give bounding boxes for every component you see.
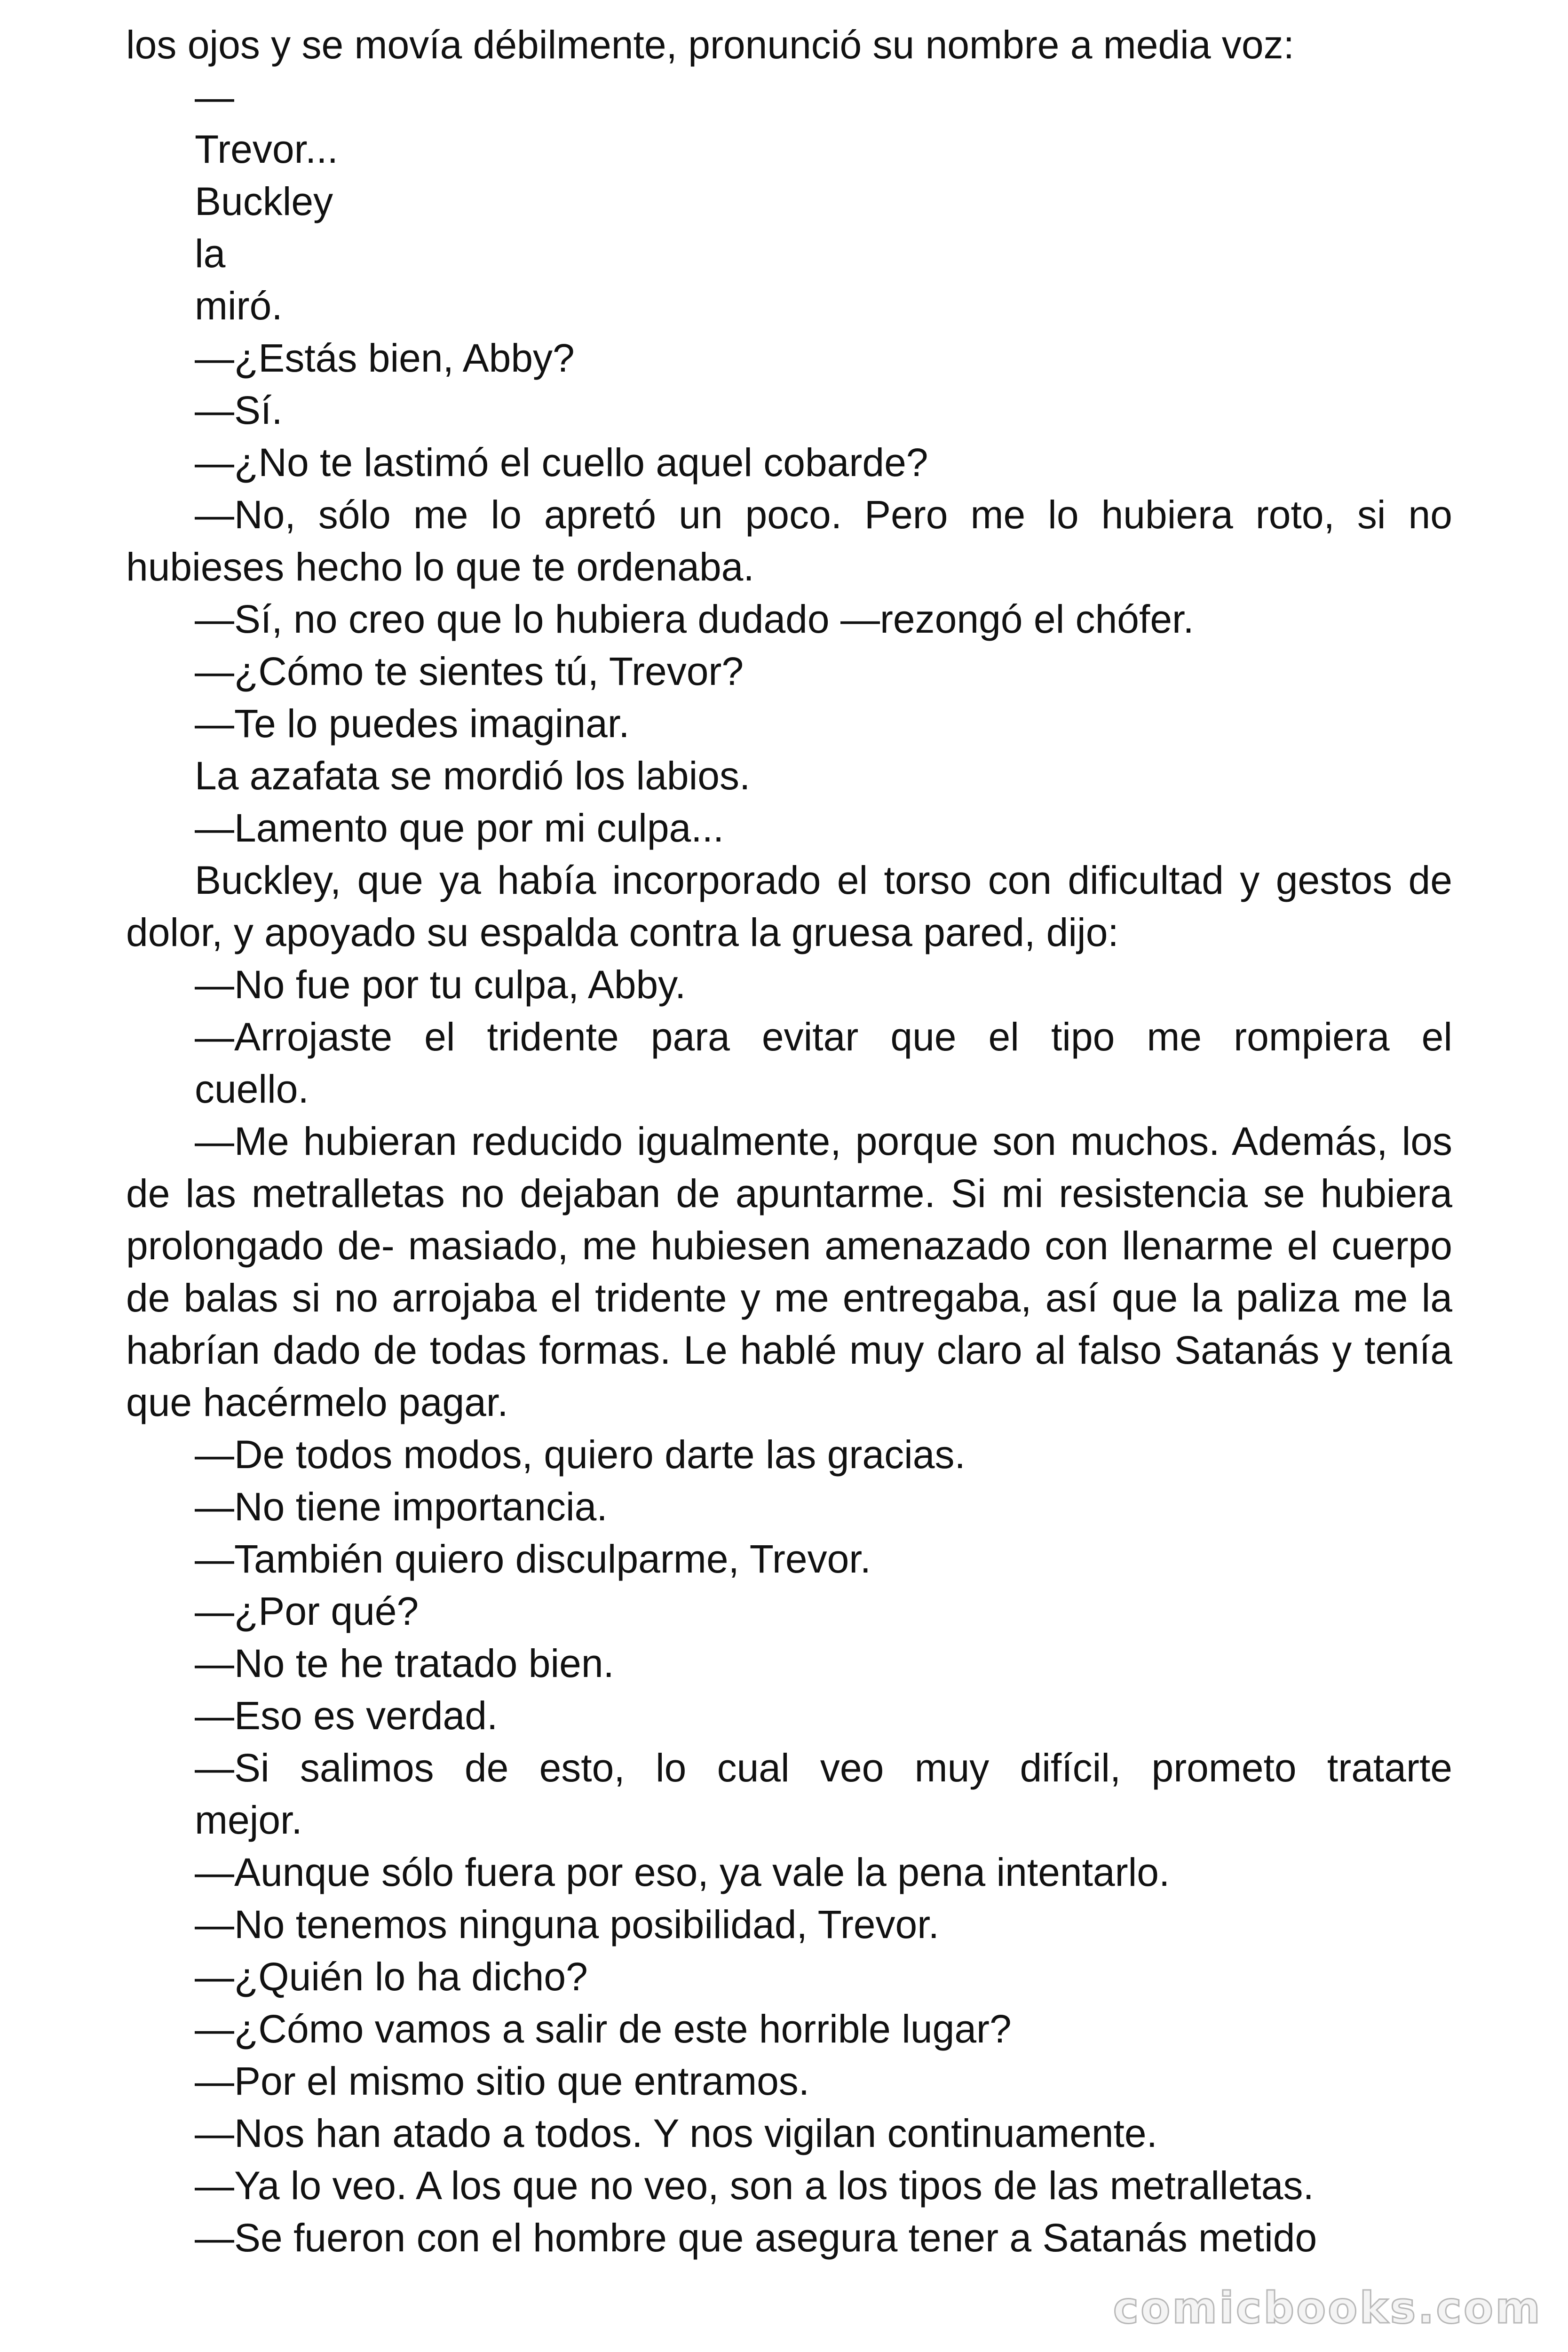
paragraph: la: [195, 231, 226, 276]
paragraph: —No, sólo me lo apretó un poco. Pero me lo hubiera roto, si no hubieses hecho lo que te ordenaba.: [126, 493, 1452, 589]
paragraph: —De todos modos, quiero darte las gracias.: [195, 1432, 966, 1477]
paragraph: —¿Cómo te sientes tú, Trevor?: [195, 649, 744, 693]
paragraph: —¿Quién lo ha dicho?: [195, 1955, 588, 1999]
paragraph: La azafata se mordió los labios.: [195, 754, 751, 798]
paragraph: mejor.: [195, 1798, 302, 1842]
paragraph: —Lamento que por mi culpa...: [195, 806, 724, 850]
paragraph: —Eso es verdad.: [195, 1693, 498, 1738]
paragraph: —Te lo puedes imaginar.: [195, 701, 630, 746]
paragraph: —Sí, no creo que lo hubiera dudado —rezongó el chófer.: [195, 597, 1194, 641]
paragraph: —: [195, 75, 234, 119]
paragraph: —No tiene importancia.: [195, 1485, 608, 1529]
paragraph: —No tenemos ninguna posibilidad, Trevor.: [195, 1902, 939, 1947]
paragraph: Buckley: [195, 179, 333, 223]
paragraph: —Arrojaste el tridente para evitar que el tipo me rompiera el: [195, 1015, 1452, 1059]
paragraph: los ojos y se movía débilmente, pronunció su nombre a media voz:: [126, 23, 1294, 67]
watermark: comicbooks.com: [1113, 2283, 1542, 2333]
paragraph: —No te he tratado bien.: [195, 1641, 614, 1685]
paragraph: —Nos han atado a todos. Y nos vigilan continuamente.: [195, 2111, 1157, 2155]
paragraph: —Si salimos de esto, lo cual veo muy difícil, prometo tratarte: [195, 1746, 1452, 1790]
paragraph: Buckley, que ya había incorporado el torso con dificultad y gestos de dolor, y apoyado su espalda contra la gruesa pared, dijo:: [126, 858, 1452, 954]
paragraph: —Sí.: [195, 388, 283, 432]
paragraph: —Por el mismo sitio que entramos.: [195, 2059, 810, 2103]
page-text: [126, 19, 1452, 2264]
paragraph: —No fue por tu culpa, Abby.: [195, 962, 686, 1007]
paragraph: —Ya lo veo. A los que no veo, son a los tipos de las metralletas.: [195, 2163, 1314, 2208]
paragraph: —Se fueron con el hombre que asegura tener a Satanás metido: [195, 2216, 1317, 2260]
paragraph: miró.: [195, 284, 283, 328]
paragraph: —Aunque sólo fuera por eso, ya vale la pena intentarlo.: [195, 1850, 1170, 1894]
paragraph: —¿Por qué?: [195, 1589, 419, 1633]
paragraph: —¿Cómo vamos a salir de este horrible lugar?: [195, 2007, 1012, 2051]
paragraph: —¿Estás bien, Abby?: [195, 336, 575, 380]
paragraph: —También quiero disculparme, Trevor.: [195, 1537, 871, 1581]
paragraph: —¿No te lastimó el cuello aquel cobarde?: [195, 440, 928, 485]
paragraph: cuello.: [195, 1067, 309, 1111]
paragraph: Trevor...: [195, 127, 338, 171]
paragraph: —Me hubieran reducido igualmente, porque son muchos. Además, los de las metralletas no dejaban de apuntarme. Si mi resistencia se hubiera prolongado de- masiado, me hubiesen amenazado con llenarme el cuerpo de balas si no arrojaba el tridente y me entregaba, así que la paliza me la habrían dado de todas formas. Le hablé muy claro al falso Satanás y tenía que hacérmelo pagar.: [126, 1119, 1452, 1424]
